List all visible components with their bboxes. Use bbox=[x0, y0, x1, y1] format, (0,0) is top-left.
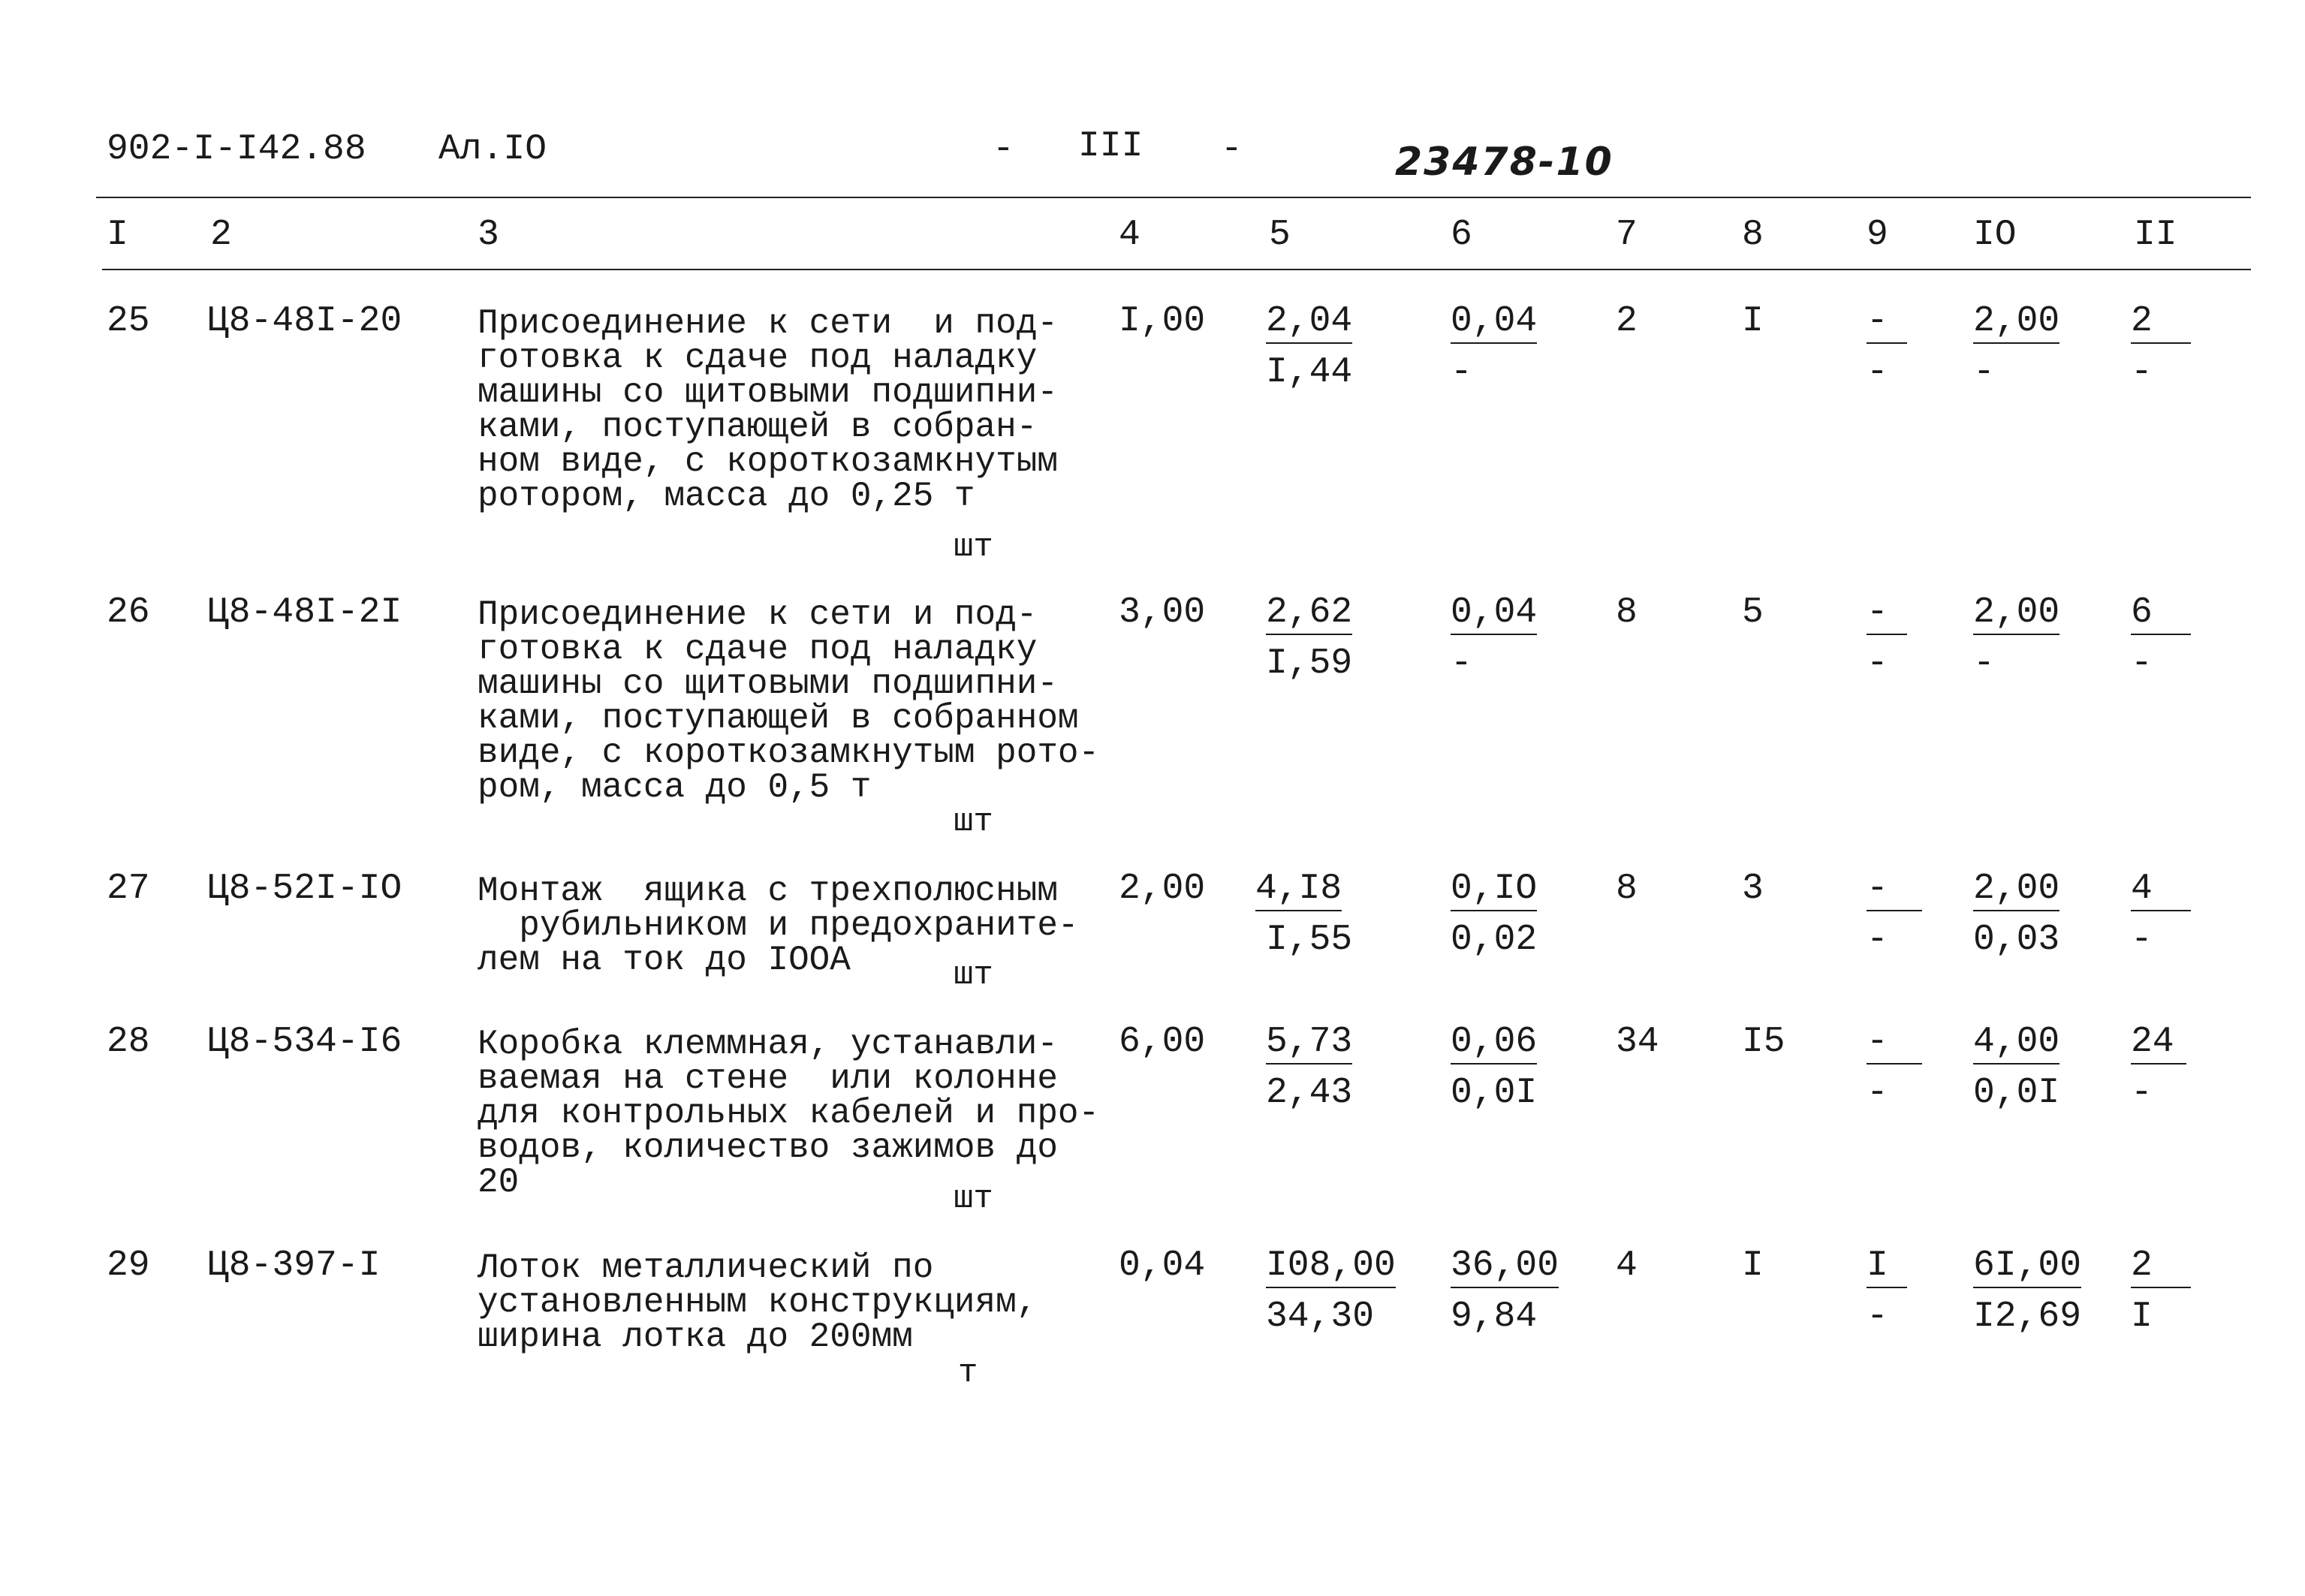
col11-value bbox=[2131, 1245, 2191, 1337]
col7-value: 8 bbox=[1616, 592, 1638, 633]
quantity: I,00 bbox=[1119, 301, 1206, 342]
col6-bottom: - bbox=[1451, 352, 1472, 393]
col6-bottom: 0,02 bbox=[1451, 920, 1538, 960]
col5-top: 5,73 bbox=[1266, 1024, 1352, 1065]
work-description: Коробка клеммная, устанавли- ваемая на стене или колонне для контрольных кабелей и про- водов, количество зажимов до 20 bbox=[478, 1025, 1100, 1202]
col10-value bbox=[1973, 301, 2060, 393]
col6-value bbox=[1451, 1024, 1537, 1111]
work-description: Присоединение к сети и под- готовка к сдаче под наладку машины со щитовыми подшипни- ками, поступающей в собран- ном виде, с короткозамкнутым ротором, масса до 0,25 т bbox=[478, 304, 1058, 516]
col7-value: 34 bbox=[1616, 1022, 1659, 1062]
unit-of-measure: т bbox=[958, 1354, 978, 1392]
col6-value bbox=[1451, 301, 1538, 393]
col5-top: 4,I8 bbox=[1255, 871, 1342, 911]
col11-value bbox=[2131, 301, 2191, 393]
work-description: Лоток металлический по установленным конструкциям, ширина лотка до 200мм bbox=[478, 1248, 1038, 1357]
col9-bottom: - bbox=[1867, 920, 1888, 960]
col-num-10: IO bbox=[1973, 215, 2017, 255]
col5-value bbox=[1266, 592, 1353, 684]
col5-value bbox=[1266, 1024, 1352, 1111]
col-num-11: II bbox=[2134, 215, 2177, 255]
col-num-2: 2 bbox=[210, 215, 232, 255]
col11-value bbox=[2131, 871, 2191, 958]
col-num-3: 3 bbox=[478, 215, 499, 255]
col9-value bbox=[1867, 1245, 1907, 1337]
col11-bottom: - bbox=[2131, 1073, 2153, 1113]
col11-top: 2 bbox=[2131, 1248, 2191, 1288]
quantity: 3,00 bbox=[1119, 592, 1206, 633]
col-num-5: 5 bbox=[1269, 215, 1291, 255]
col5-bottom: 34,30 bbox=[1266, 1296, 1375, 1337]
col7-value: 2 bbox=[1616, 301, 1638, 342]
row-number: 29 bbox=[107, 1245, 150, 1286]
header-bottom-rule bbox=[102, 269, 2251, 270]
col10-top: 2,00 bbox=[1973, 871, 2059, 911]
col6-top: 0,06 bbox=[1451, 1024, 1537, 1065]
col11-bottom: - bbox=[2131, 643, 2153, 684]
col11-top: 2 bbox=[2131, 303, 2191, 344]
page-dash-left: - bbox=[993, 129, 1014, 170]
col11-value bbox=[2131, 1024, 2186, 1111]
col6-bottom: - bbox=[1451, 643, 1472, 684]
col6-top: 36,00 bbox=[1451, 1248, 1559, 1288]
col9-top: I bbox=[1867, 1248, 1907, 1288]
page-number: III bbox=[1078, 126, 1143, 167]
unit-of-measure: шт bbox=[954, 528, 993, 566]
col9-bottom: - bbox=[1867, 1296, 1888, 1337]
col10-top: 2,00 bbox=[1973, 303, 2059, 344]
col-num-4: 4 bbox=[1119, 215, 1140, 255]
norm-code: Ц8-48I-2I bbox=[207, 592, 402, 633]
col-num-1: I bbox=[107, 215, 128, 255]
work-description: Монтаж ящика с трехполюсным рубильником и предохраните- лем на ток до IOOA bbox=[478, 872, 1079, 980]
col9-top: - bbox=[1867, 871, 1922, 911]
quantity: 2,00 bbox=[1119, 869, 1206, 909]
col10-value bbox=[1973, 592, 2060, 684]
row-number: 27 bbox=[107, 869, 150, 909]
document-code: 902-I-I42.88 bbox=[107, 129, 366, 170]
col10-value bbox=[1973, 1024, 2059, 1111]
col10-bottom: 0,03 bbox=[1973, 920, 2060, 960]
col-num-7: 7 bbox=[1616, 215, 1638, 255]
page-dash-right: - bbox=[1221, 129, 1243, 170]
col10-bottom: 0,0I bbox=[1973, 1073, 2060, 1113]
col-num-9: 9 bbox=[1867, 215, 1888, 255]
row-number: 26 bbox=[107, 592, 150, 633]
col5-bottom: I,44 bbox=[1266, 352, 1353, 393]
header-top-rule bbox=[96, 197, 2251, 198]
col10-value bbox=[1973, 871, 2059, 958]
row-number: 28 bbox=[107, 1022, 150, 1062]
col5-value bbox=[1266, 301, 1353, 393]
col8-value: I bbox=[1742, 1245, 1764, 1286]
sheet-label: Ал.IO bbox=[438, 129, 547, 170]
col6-bottom: 0,0I bbox=[1451, 1073, 1538, 1113]
norm-code: Ц8-397-I bbox=[207, 1245, 381, 1286]
inventory-number: 23478-10 bbox=[1395, 140, 1614, 185]
col9-value bbox=[1867, 871, 1922, 958]
unit-of-measure: шт bbox=[954, 1180, 993, 1218]
col10-top: 2,00 bbox=[1973, 595, 2059, 635]
col6-top: 0,04 bbox=[1451, 303, 1537, 344]
col10-bottom: I2,69 bbox=[1973, 1296, 2082, 1337]
col5-top: 2,04 bbox=[1266, 303, 1352, 344]
col11-top: 4 bbox=[2131, 871, 2191, 911]
col9-value bbox=[1867, 301, 1907, 393]
col11-bottom: I bbox=[2131, 1296, 2153, 1337]
col8-value: 3 bbox=[1742, 869, 1764, 909]
col6-top: 0,IO bbox=[1451, 871, 1537, 911]
col6-top: 0,04 bbox=[1451, 595, 1537, 635]
col6-value bbox=[1451, 1245, 1559, 1337]
col11-bottom: - bbox=[2131, 920, 2153, 960]
col9-bottom: - bbox=[1867, 1073, 1888, 1113]
col7-value: 8 bbox=[1616, 869, 1638, 909]
col8-value: 5 bbox=[1742, 592, 1764, 633]
norm-code: Ц8-48I-20 bbox=[207, 301, 402, 342]
col10-value bbox=[1973, 1245, 2082, 1337]
col11-bottom: - bbox=[2131, 352, 2153, 393]
col8-value: I bbox=[1742, 301, 1764, 342]
col6-value bbox=[1451, 592, 1538, 684]
col10-top: 4,00 bbox=[1973, 1024, 2059, 1065]
col9-bottom: - bbox=[1867, 643, 1888, 684]
norm-code: Ц8-534-I6 bbox=[207, 1022, 402, 1062]
col5-value bbox=[1266, 1245, 1396, 1337]
norm-code: Ц8-52I-IO bbox=[207, 869, 402, 909]
col6-bottom: 9,84 bbox=[1451, 1296, 1538, 1337]
work-description: Присоединение к сети и под- готовка к сдаче под наладку машины со щитовыми подшипни- ками, поступающей в собранном виде, с короткозамкнутым рото- ром, масса до 0,5 т bbox=[478, 595, 1100, 807]
col5-top: 2,62 bbox=[1266, 595, 1352, 635]
col-num-8: 8 bbox=[1742, 215, 1764, 255]
col11-top: 6 bbox=[2131, 595, 2191, 635]
col9-value bbox=[1867, 1024, 1922, 1111]
col10-top: 6I,00 bbox=[1973, 1248, 2081, 1288]
col9-top: - bbox=[1867, 1024, 1922, 1065]
col5-value bbox=[1255, 871, 1352, 958]
col10-bottom: - bbox=[1973, 643, 1995, 684]
col9-top: - bbox=[1867, 303, 1907, 344]
quantity: 0,04 bbox=[1119, 1245, 1206, 1286]
row-number: 25 bbox=[107, 301, 150, 342]
unit-of-measure: шт bbox=[954, 956, 993, 994]
col9-bottom: - bbox=[1867, 352, 1888, 393]
col7-value: 4 bbox=[1616, 1245, 1638, 1286]
col11-value bbox=[2131, 592, 2191, 684]
col9-value bbox=[1867, 592, 1907, 684]
col5-bottom: I,59 bbox=[1266, 643, 1353, 684]
col-num-6: 6 bbox=[1451, 215, 1472, 255]
col9-top: - bbox=[1867, 595, 1907, 635]
col5-bottom: I,55 bbox=[1266, 920, 1353, 960]
col11-top: 24 bbox=[2131, 1024, 2186, 1065]
col10-bottom: - bbox=[1973, 352, 1995, 393]
col5-bottom: 2,43 bbox=[1266, 1073, 1353, 1113]
col6-value bbox=[1451, 871, 1537, 958]
unit-of-measure: шт bbox=[954, 803, 993, 841]
quantity: 6,00 bbox=[1119, 1022, 1206, 1062]
col8-value: I5 bbox=[1742, 1022, 1785, 1062]
col5-top: I08,00 bbox=[1266, 1248, 1396, 1288]
